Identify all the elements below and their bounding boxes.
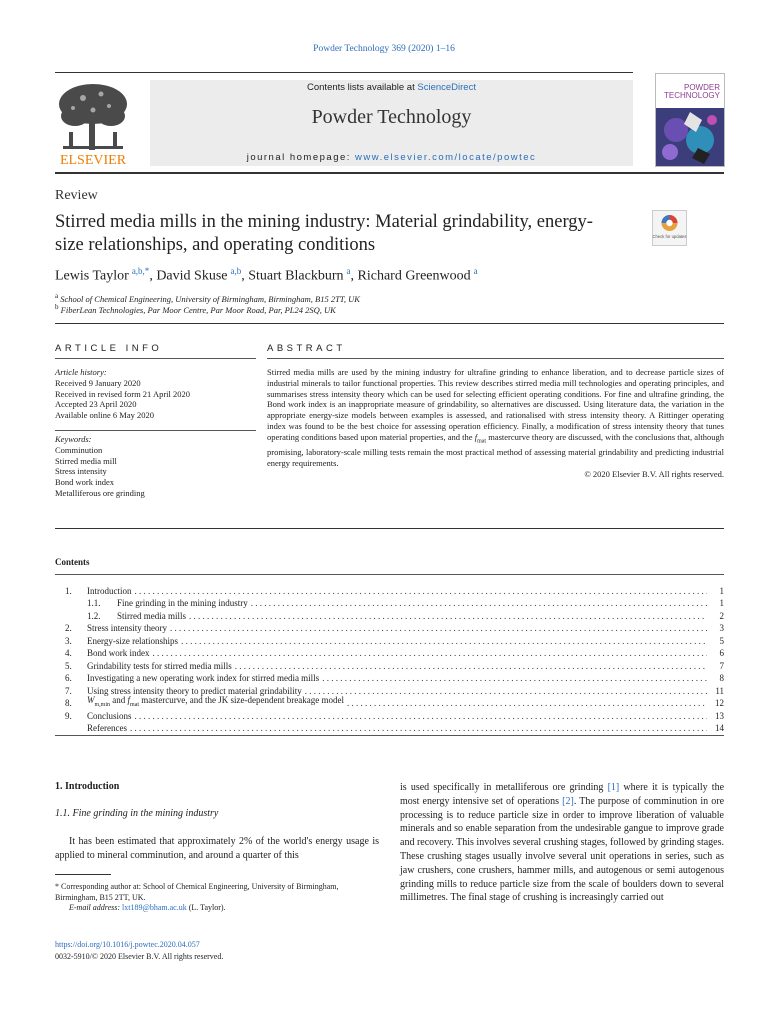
- keyword: Stirred media mill: [55, 455, 117, 466]
- abstract-text: Stirred media mills are used by the mining industry for ultrafine grinding to enhance liberation, and to decrease particle sizes of industrial minerals to tailor functional properties. This review describes stirred media mill technologies and operating principles, and summarises stress intensity theory which can be used for selecting efficient operating conditions. For fine and ultrafine grinding, the Bond work index is an inappropriate measure of grindability, so alternatives are discussed. Using literature data, the variation in the appropriate energy-size models between examples is assessed, and rationalised with stress intensity theory. A Rittinger operating index was found to be the best choice for assessing operation efficiency. Finally, a modification of stress intensity theory that tunes operating conditions based upon material properties, and the $f_{mat}$ mastercurve theory are discussed, with the conclusions that, although promising, laboratory-scale milling tests remain the most practical method of assessing material grindability and predicting industrial energy requirements. © 2020 Elsevier B.V. All rights reserved.: [267, 367, 725, 479]
- toc-leader-dots: [135, 711, 707, 721]
- toc-page-number: 12: [715, 698, 724, 708]
- section-rule: [55, 323, 724, 324]
- toc-page-number: 1: [719, 598, 724, 608]
- issn-copyright: 0032-5910/© 2020 Elsevier B.V. All rights reserved.: [55, 952, 224, 961]
- elsevier-wordmark: ELSEVIER: [59, 153, 127, 166]
- author-name[interactable]: David Skuse: [156, 268, 228, 284]
- keyword: Bond work index: [55, 477, 115, 488]
- toc-page-number: 13: [715, 710, 724, 721]
- history-item: Received 9 January 2020: [55, 377, 141, 388]
- author-name[interactable]: Lewis Taylor: [55, 268, 129, 284]
- toc-title[interactable]: Stress intensity theory: [87, 623, 167, 633]
- toc-number: 1.2.: [87, 610, 101, 621]
- toc-number: 1.1.: [87, 598, 101, 608]
- toc-title[interactable]: Grindability tests for stirred media mills: [87, 660, 232, 671]
- toc-number: 7.: [65, 685, 72, 696]
- contents-rule: [55, 735, 724, 736]
- toc-number: 3.: [65, 635, 72, 646]
- toc-entry[interactable]: [65, 696, 724, 709]
- section-rule: [55, 528, 724, 529]
- check-updates-label: Check for updates: [652, 234, 687, 239]
- toc-title[interactable]: Bond work index: [87, 648, 150, 658]
- footnote-rule: [55, 874, 111, 875]
- toc-page-number: 2: [719, 610, 724, 621]
- toc-leader-dots: [153, 648, 708, 658]
- author-name[interactable]: Richard Greenwood: [357, 268, 471, 284]
- toc-title[interactable]: Conclusions: [87, 710, 132, 721]
- table-of-contents: [65, 583, 724, 733]
- citation-link[interactable]: [2]: [562, 795, 574, 807]
- cover-title: POWDER TECHNOLOGY: [663, 83, 720, 100]
- body-paragraph: is used specifically in metalliferous ore grinding [1] where it is typically the most energy intensive set of operations [2]. The purpose of comminution in ore processing is to reduce particle size in order to improve liberation of valuable minerals and so enable separation from the undesirable gangue to improve grade and recovery. This involves several crushing stages, followed by grinding stages. These crushing stages usually involve several unit operations in series, such as jaw crushers, cone crushers, hammer mills, and autogenous or semi autogenous grinding mills to reduce particle size from the scale of boulders down to several millimetres. The final stage of crushing is increasingly carried out: [400, 782, 725, 904]
- toc-page-number: 6: [719, 648, 724, 658]
- keyword: Comminution: [55, 444, 103, 455]
- toc-entry[interactable]: [65, 621, 724, 634]
- toc-leader-dots: [347, 698, 707, 708]
- journal-cover-image[interactable]: [655, 73, 725, 167]
- keywords: Keywords: Comminution Stirred media mill Stress intensity Bond work index Metalliferous ore grinding: [55, 434, 255, 499]
- toc-number: 6.: [65, 673, 72, 683]
- journal-homepage: journal homepage: www.elsevier.com/locate/powtec: [246, 152, 537, 163]
- article-type: Review: [55, 188, 98, 203]
- keyword: Metalliferous ore grinding: [55, 487, 145, 498]
- toc-number: 8.: [65, 698, 72, 708]
- toc-entry[interactable]: [65, 596, 724, 609]
- toc-title[interactable]: Introduction: [87, 585, 132, 596]
- contents-rule: [55, 574, 724, 575]
- toc-title[interactable]: $W_{m,min}$ and $f_{mat}$ mastercurve, and the JK size-dependent breakage model: [87, 695, 344, 708]
- toc-page-number: 5: [719, 635, 724, 646]
- abstract-copyright: © 2020 Elsevier B.V. All rights reserved.: [584, 468, 724, 479]
- toc-entry[interactable]: [65, 708, 724, 721]
- contents-available: Contents lists available at ScienceDirect: [307, 82, 476, 93]
- article-title: Stirred media mills in the mining industry: Material grindability, energy-size relationships, and operating conditions: [55, 212, 593, 255]
- toc-page-number: 14: [715, 723, 724, 733]
- check-for-updates-badge[interactable]: [652, 210, 687, 246]
- toc-leader-dots: [322, 673, 707, 683]
- citation-link[interactable]: [1]: [607, 782, 620, 793]
- header-thick-rule: [55, 172, 724, 174]
- toc-title[interactable]: Fine grinding in the mining industry: [117, 598, 248, 608]
- toc-title[interactable]: Stirred media mills: [117, 610, 186, 621]
- toc-number: 1.: [65, 585, 72, 596]
- article-info-heading: ARTICLE INFO: [55, 343, 163, 354]
- affiliation-b: $^b$ FiberLean Technologies, Par Moor Centre, Par Moor Road, Par, PL24 2SQ, UK: [55, 303, 336, 315]
- toc-entry[interactable]: [65, 608, 724, 621]
- author-list: Lewis Taylor $^{a,b,*}$, David Skuse $^{a,b}$, Stuart Blackburn $^a$, Richard Greenwood $^a$: [55, 266, 478, 284]
- footnote: * Corresponding author at: School of Chemical Engineering, University of Birmingham, Birmingham, B15 2TT, UK. E-mail address: lxt189@bham.ac.uk (L. Taylor).: [55, 882, 339, 912]
- subsection-heading: 1.1. Fine grinding in the mining industry: [55, 808, 219, 819]
- homepage-link[interactable]: www.elsevier.com/locate/powtec: [355, 152, 537, 163]
- toc-leader-dots: [135, 586, 708, 596]
- author-affiliation-marker[interactable]: a: [346, 266, 351, 276]
- history-item: Received in revised form 21 April 2020: [55, 388, 191, 399]
- journal-reference-link[interactable]: Powder Technology 369 (2020) 1–16: [313, 44, 455, 54]
- toc-entry[interactable]: [65, 683, 724, 696]
- article-history: Article history: Received 9 January 2020 Received in revised form 21 April 2020 Accepted 23 April 2020 Available online 6 May 2020: [55, 367, 255, 421]
- toc-entry[interactable]: [65, 633, 724, 646]
- abstract-rule: [267, 358, 724, 359]
- doi-link[interactable]: https://doi.org/10.1016/j.powtec.2020.04.057: [55, 940, 200, 949]
- cover-artwork: [656, 108, 724, 166]
- email-link[interactable]: lxt189@bham.ac.uk: [122, 903, 187, 912]
- body-paragraph: It has been estimated that approximately 2% of the world's energy usage is applied to mineral comminution, and around a quarter of this: [55, 836, 379, 861]
- toc-number: 5.: [65, 660, 72, 671]
- keyword: Stress intensity: [55, 466, 107, 477]
- toc-entry[interactable]: [65, 671, 724, 684]
- toc-number: 2.: [65, 623, 72, 633]
- info-rule: [55, 358, 256, 359]
- toc-page-number: 11: [715, 685, 724, 696]
- author-affiliation-marker[interactable]: a,b,*: [131, 266, 150, 276]
- history-item: Available online 6 May 2020: [55, 410, 154, 421]
- toc-page-number: 3: [719, 623, 724, 633]
- section-heading: 1. Introduction: [55, 781, 120, 792]
- toc-leader-dots: [189, 611, 707, 621]
- toc-title[interactable]: Using stress intensity theory to predict material grindability: [87, 685, 302, 696]
- author-name[interactable]: Stuart Blackburn: [248, 268, 344, 284]
- contents-heading: Contents: [55, 557, 90, 567]
- toc-entry[interactable]: [65, 583, 724, 596]
- toc-page-number: 8: [719, 673, 724, 683]
- affiliation-a: $^a$ School of Chemical Engineering, University of Birmingham, Birmingham, B15 2TT, UK: [55, 292, 360, 304]
- toc-title[interactable]: References: [87, 723, 127, 733]
- toc-title[interactable]: Investigating a new operating work index for stirred media mills: [87, 673, 320, 683]
- journal-title: Powder Technology: [311, 106, 472, 128]
- toc-page-number: 7: [719, 660, 724, 671]
- toc-leader-dots: [181, 636, 707, 646]
- toc-leader-dots: [251, 598, 707, 608]
- sciencedirect-link[interactable]: ScienceDirect: [417, 82, 476, 93]
- toc-number: 4.: [65, 648, 72, 658]
- elsevier-logo: [53, 80, 133, 166]
- toc-entry[interactable]: [65, 646, 724, 659]
- header-rule: [55, 72, 633, 73]
- toc-entry[interactable]: [65, 721, 724, 734]
- toc-title[interactable]: Energy-size relationships: [87, 635, 179, 646]
- toc-leader-dots: [170, 623, 707, 633]
- abstract-heading: ABSTRACT: [267, 343, 346, 354]
- toc-leader-dots: [130, 723, 707, 733]
- info-rule: [55, 430, 256, 431]
- author-affiliation-marker[interactable]: a: [473, 266, 478, 276]
- author-affiliation-marker[interactable]: a,b: [230, 266, 242, 276]
- history-item: Accepted 23 April 2020: [55, 399, 137, 410]
- toc-leader-dots: [305, 686, 707, 696]
- toc-entry[interactable]: [65, 658, 724, 671]
- toc-number: 9.: [65, 710, 72, 721]
- toc-leader-dots: [235, 661, 707, 671]
- toc-page-number: 1: [719, 585, 724, 596]
